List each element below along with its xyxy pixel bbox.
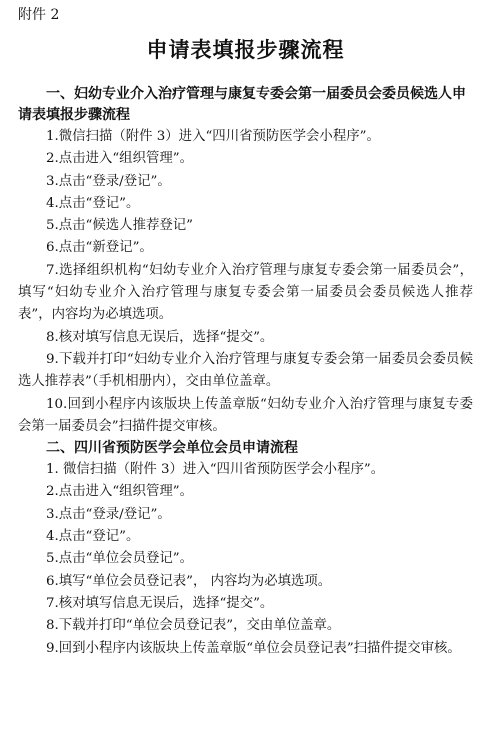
section-unit-member [18,438,473,660]
step-list [18,126,473,438]
step-item: 4.点击“登记”。 [46,529,140,545]
section-heading: 二、四川省预防医学会单位会员申请流程 [46,440,298,457]
step-item: 5.点击“单位会员登记”。 [46,551,193,567]
step-item: 6.填写“单位会员登记表”， 内容均为必填选项。 [46,573,332,589]
step-item: 3.点击“登录/登记”。 [46,173,171,189]
step-item: 8.下载并打印“单位会员登记表”，交由单位盖章。 [46,618,341,634]
step-item: 3.点击“登录/登记”。 [46,506,171,522]
step-item: 2.点击进入“组织管理”。 [46,151,193,167]
step-item: 9.回到小程序内该版块上传盖章版“单位会员登记表”扫描件提交审核。 [46,640,461,656]
step-item: 6.点击“新登记”。 [46,240,153,256]
section-committee-candidate [18,84,473,438]
step-item: 7.选择组织机构“妇幼专业介入治疗管理与康复专委会第一届委员会”，填写“妇幼专业介入治疗管理与康复专委会第一届委员会委员候选人推荐表”，内容均为必填选项。 [18,262,473,323]
step-item: 9.下载并打印“妇幼专业介入治疗管理与康复专委会第一届委员会委员候选人推荐表”（手机相册内），交由单位盖章。 [18,351,473,390]
step-item: 8.核对填写信息无误后，选择“提交”。 [46,329,274,345]
step-item: 1.微信扫描（附件 3）进入“四川省预防医学会小程序”。 [46,129,380,144]
attachment-label: 附件 2 [18,7,60,23]
step-item: 1. 微信扫描（附件 3）进入“四川省预防医学会小程序”。 [46,462,385,478]
step-item: 4.点击“登记”。 [46,195,140,211]
step-item: 7.核对填写信息无误后，选择“提交”。 [46,595,274,611]
step-item: 5.点击“候选人推荐登记” [46,218,193,234]
section-heading: 一、妇幼专业介入治疗管理与康复专委会第一届委员会委员候选人申请表填报步骤流程 [18,86,466,123]
document-title: 申请表填报步骤流程 [146,38,345,62]
step-list [18,459,473,660]
step-item: 10.回到小程序内该版块上传盖章版“妇幼专业介入治疗管理与康复专委会第一届委员会”扫描件提交审核。 [18,396,473,434]
step-item: 2.点击进入“组织管理”。 [46,484,193,500]
